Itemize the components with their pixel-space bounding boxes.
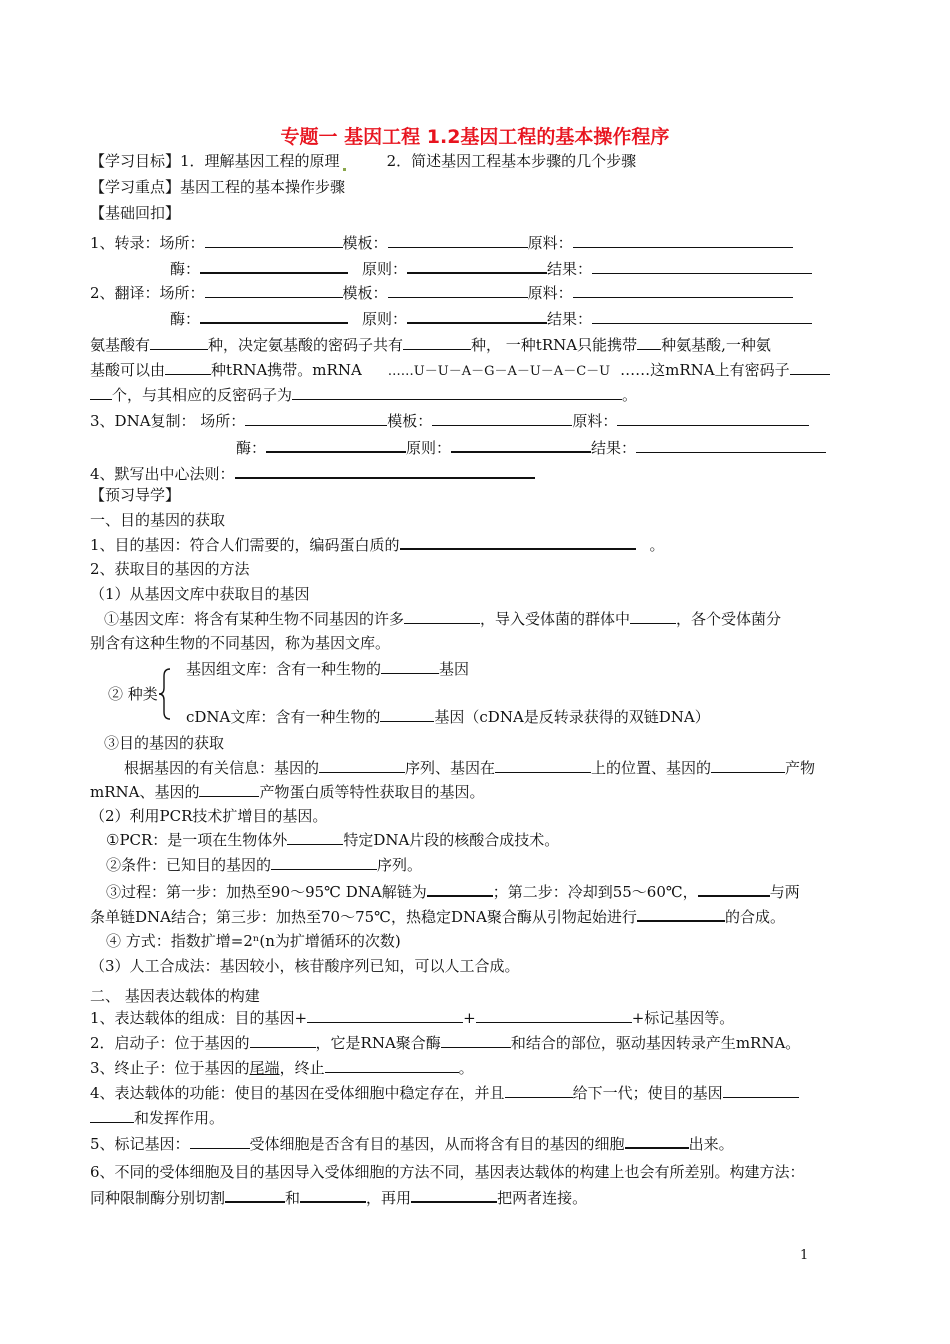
vector-function-1	[90, 1083, 799, 1103]
text: 基酸可以由	[90, 361, 166, 379]
text: 基因	[439, 660, 470, 678]
text: 个，与其相应的反密码子为	[112, 386, 293, 404]
dna-result: 结果：	[591, 439, 637, 457]
text: 受体细胞是否含有目的基因，从而将含有目的基因的细胞	[249, 1135, 625, 1153]
blank[interactable]	[427, 881, 493, 897]
blank[interactable]	[319, 758, 405, 773]
translation-line-1	[90, 283, 793, 303]
cdna-library-line	[186, 707, 710, 727]
blank[interactable]	[388, 233, 528, 248]
blank[interactable]	[250, 1033, 316, 1048]
text: （3）人工合成法：基因较小，核苷酸序列已知，可以人工合成。	[90, 957, 520, 975]
dna-material: 原料：	[572, 412, 618, 430]
transcription-result: 结果：	[547, 260, 593, 278]
amino-acid-line-3	[90, 385, 637, 405]
text: 1、目的基因：符合人们需要的，编码蛋白质的	[90, 536, 400, 554]
text: ，终止	[279, 1059, 325, 1077]
blank[interactable]	[90, 1108, 134, 1123]
vector-components	[90, 1008, 734, 1028]
transcription-enzyme: 酶：	[170, 260, 201, 278]
text: 6、不同的受体细胞及目的基因导入受体细胞的方法不同，基因表达载体的构建上也会有所差别。构建方法：	[90, 1163, 805, 1181]
blank[interactable]	[723, 1083, 799, 1098]
blank[interactable]	[617, 411, 809, 426]
blank[interactable]	[325, 1058, 459, 1073]
dna-template: 模板：	[387, 412, 433, 430]
transcription-line-1	[90, 233, 793, 253]
blank[interactable]	[199, 782, 259, 797]
blank[interactable]	[287, 830, 343, 845]
section-1-heading: 一、目的基因的获取	[90, 511, 226, 529]
text: 根据基因的有关信息：基因的	[124, 759, 320, 777]
text: 4、表达载体的	[90, 1084, 190, 1102]
text: 。	[622, 386, 638, 404]
text: 3、终止子：位于基因的	[90, 1059, 250, 1077]
blank[interactable]	[388, 283, 528, 298]
blank[interactable]	[200, 258, 348, 274]
text: （1）从基因文库中获取目的基因	[90, 585, 310, 603]
dna-principle: 原则：	[406, 439, 452, 457]
text: 2、获取目的基因的方法	[90, 560, 250, 578]
dogma-line	[90, 463, 535, 484]
text: 给下一代；使目的基因	[572, 1084, 723, 1102]
text: 和发挥作用。	[134, 1109, 225, 1127]
blank[interactable]	[307, 1008, 463, 1023]
text: 尾端	[249, 1059, 280, 1077]
blank[interactable]	[150, 335, 208, 350]
text: ③目的基因的获取	[104, 734, 225, 752]
text: 种氨基酸,一种氨	[661, 336, 771, 354]
translation-head: 2、翻译：场所：	[90, 284, 205, 302]
review-label: 【基础回扣】	[90, 204, 181, 222]
text: ，它是RNA聚合酶	[315, 1034, 441, 1052]
preview-label: 【预习导学】	[90, 486, 181, 504]
pcr-process-1	[106, 881, 800, 902]
objective-1: 1．理解基因工程的原理	[180, 152, 340, 170]
blank[interactable]	[407, 308, 547, 324]
text: 别含有这种生物的不同基因，称为基因文库。	[90, 634, 391, 652]
translation-result: 结果：	[547, 310, 593, 328]
amino-acid-line-1	[90, 335, 771, 355]
gene-info-line-2	[90, 782, 485, 802]
blank[interactable]	[625, 1133, 689, 1149]
text: 种，决定氨基酸的密码子共有	[208, 336, 404, 354]
blank[interactable]	[573, 283, 793, 298]
text: 序列。	[377, 856, 423, 874]
text: ①基因文库：将含有某种生物不同基因的许多	[104, 610, 405, 628]
blank[interactable]	[165, 360, 211, 375]
blank[interactable]	[245, 411, 387, 426]
objectives-line	[90, 151, 636, 171]
blank[interactable]	[451, 437, 591, 453]
blank[interactable]	[630, 609, 676, 624]
pcr-process-2	[90, 906, 785, 927]
transcription-line-2	[170, 258, 812, 279]
text: 基因组文库：含有一种生物的	[186, 660, 382, 678]
promoter-line	[90, 1033, 800, 1053]
text: 把两者连接。	[497, 1189, 588, 1207]
translation-material: 原料：	[527, 284, 573, 302]
text: 种， 一种tRNA只能携带	[471, 336, 638, 354]
transcription-head: 1、转录：场所：	[90, 234, 205, 252]
blank[interactable]	[636, 438, 826, 453]
terminator-line	[90, 1058, 474, 1078]
blank[interactable]	[592, 309, 812, 324]
mrna-sequence: ……U－U－A－G－A－U－A－C－U	[387, 364, 611, 379]
text: ①PCR：是一项在生物体外	[106, 831, 288, 849]
text: 序列、基因在	[405, 759, 496, 777]
text: ，各个受体菌分	[676, 610, 782, 628]
text: 1、表达载体的组成：目的基因+	[90, 1009, 308, 1027]
text: ，再用	[366, 1189, 412, 1207]
marker-gene-line	[90, 1133, 734, 1154]
text: 和结合的部位，驱动基因转录产生mRNA。	[510, 1034, 801, 1052]
library-line-1	[104, 609, 781, 629]
text: 4、默写出中心法则：	[90, 465, 235, 483]
speck-mark	[343, 168, 346, 171]
kinds-label: ② 种类	[108, 685, 158, 703]
text: ……这mRNA上有密码子	[620, 361, 790, 379]
text: 的合成。	[724, 908, 785, 926]
text: 条单链DNA结合；第三步：加热至70～75℃，热稳定DNA聚合酶从引物起始进行	[90, 908, 637, 926]
blank[interactable]	[381, 659, 439, 674]
transcription-principle: 原则：	[362, 260, 408, 278]
text: 特定DNA片段的核酸合成技术。	[343, 831, 560, 849]
transcription-material: 原料：	[527, 234, 573, 252]
blank[interactable]	[235, 463, 535, 479]
dna-line-1	[90, 411, 809, 431]
text: 5、标记基因：	[90, 1135, 190, 1153]
blank[interactable]	[225, 1187, 285, 1203]
blank[interactable]	[592, 259, 812, 274]
text: 与两	[769, 883, 800, 901]
blank[interactable]	[205, 283, 343, 298]
blank[interactable]	[200, 308, 348, 324]
text: ②条件：已知目的基因的	[106, 856, 272, 874]
genome-library-line	[186, 659, 469, 679]
blank[interactable]	[790, 360, 830, 375]
translation-line-2	[170, 308, 812, 329]
keypoint-label: 【学习重点】	[90, 178, 181, 196]
blank[interactable]	[205, 233, 343, 248]
blank[interactable]	[441, 1033, 511, 1048]
blank[interactable]	[698, 881, 770, 897]
keypoint-text: 基因工程的基本操作步骤	[180, 178, 346, 196]
blank[interactable]	[476, 1008, 632, 1023]
curly-brace	[158, 668, 172, 720]
blank[interactable]	[637, 906, 725, 922]
text: 。	[458, 1059, 474, 1077]
transcription-template: 模板：	[342, 234, 388, 252]
text: ；第二步：冷却到55～60℃，	[492, 883, 698, 901]
text: 产物蛋白质等特性获取目的基因。	[259, 783, 485, 801]
blank[interactable]	[432, 411, 572, 426]
text: ③过程：第一步：加热至90～95℃ DNA解链为	[106, 883, 427, 901]
text: 出来。	[688, 1135, 734, 1153]
blank[interactable]	[300, 1187, 366, 1203]
objectives-label: 【学习目标】	[90, 152, 181, 170]
text: 同种限制酶分别	[90, 1189, 196, 1207]
text: 切割	[195, 1189, 226, 1207]
blank[interactable]	[407, 258, 547, 274]
blank[interactable]	[505, 1083, 573, 1098]
translation-principle: 原则：	[362, 310, 408, 328]
blank[interactable]	[271, 855, 377, 870]
text: ，导入受体菌的群体中	[480, 610, 631, 628]
pcr-def	[106, 830, 559, 850]
text: 和	[285, 1189, 301, 1207]
blank[interactable]	[190, 1134, 250, 1149]
dna-enzyme: 酶：	[236, 439, 267, 457]
text: +	[463, 1009, 476, 1027]
vector-function-2	[90, 1108, 224, 1128]
construction-line	[90, 1187, 587, 1208]
text: mRNA、基因的	[90, 783, 200, 801]
blank[interactable]	[573, 233, 793, 248]
text: （2）利用PCR技术扩增目的基因。	[90, 807, 328, 825]
blank[interactable]	[711, 758, 785, 773]
section-2-heading: 二、 基因表达载体的构建	[90, 987, 260, 1005]
blank[interactable]	[266, 437, 406, 453]
text: 产物	[785, 759, 816, 777]
blank[interactable]	[495, 758, 591, 773]
keypoint-line	[90, 177, 345, 197]
text: +标记基因等。	[631, 1009, 735, 1027]
dna-line-2	[236, 437, 826, 458]
text: 种tRNA携带。mRNA	[211, 361, 362, 379]
blank[interactable]	[90, 385, 112, 400]
translation-enzyme: 酶：	[170, 310, 201, 328]
pcr-condition	[106, 855, 422, 875]
blank[interactable]	[411, 1187, 497, 1203]
blank[interactable]	[380, 707, 434, 722]
objective-2: 2．简述基因工程基本步骤的几个步骤	[386, 152, 637, 170]
amino-acid-line-2	[90, 360, 830, 382]
dna-head: 3、DNA复制： 场所：	[90, 412, 246, 430]
text: 基因（cDNA是反转录获得的双链DNA）	[434, 708, 710, 726]
text: cDNA文库：含有一种生物的	[186, 708, 381, 726]
text: ④ 方式：指数扩增=2ⁿ(n为扩增循环的次数)	[106, 932, 401, 950]
blank[interactable]	[400, 534, 636, 550]
text: 上的位置、基因的	[591, 759, 712, 777]
text: 。	[649, 536, 665, 554]
blank[interactable]	[404, 609, 480, 624]
blank[interactable]	[637, 335, 661, 350]
text: 功能：使目的基因在受体细胞中稳定存在，并且	[189, 1084, 505, 1102]
page-title: 专题一 基因工程 1.2基因工程的基本操作程序	[280, 126, 670, 148]
text: 氨基酸有	[90, 336, 151, 354]
target-gene-def	[90, 534, 665, 555]
translation-template: 模板：	[342, 284, 388, 302]
gene-info-line-1	[124, 758, 815, 778]
blank[interactable]	[292, 385, 622, 400]
blank[interactable]	[403, 335, 471, 350]
page-number: 1	[800, 1248, 809, 1263]
text: 2．启动子：位于基因的	[90, 1034, 250, 1052]
